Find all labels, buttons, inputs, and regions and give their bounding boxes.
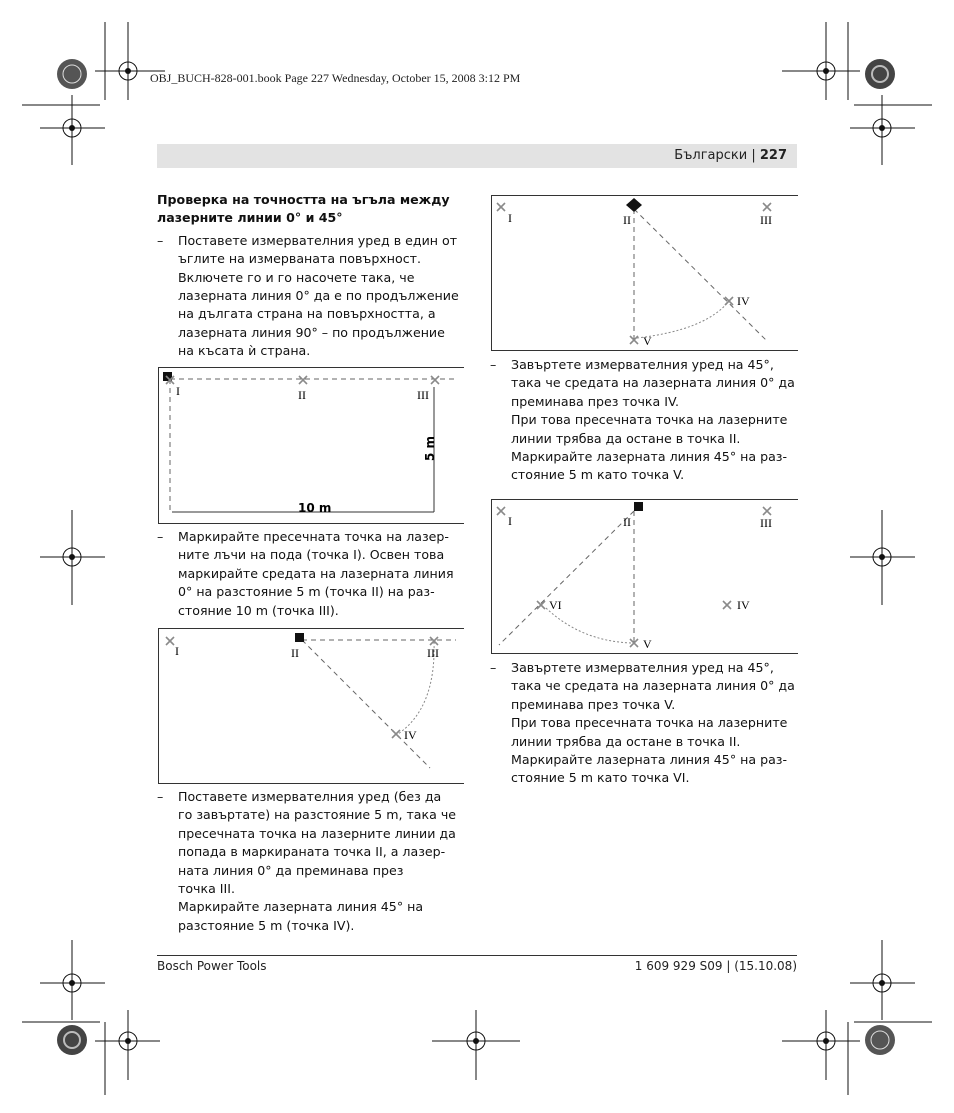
label-II: II	[623, 515, 631, 529]
bullet-dash: –	[157, 529, 164, 544]
left-column	[157, 191, 463, 361]
header-text: Български | 227	[674, 148, 787, 163]
label-IV: IV	[737, 598, 750, 612]
step-5-block	[490, 659, 798, 788]
device-icon	[634, 502, 643, 511]
step-2-line: маркирайте средата на лазерната линия	[178, 565, 454, 581]
device-icon	[626, 198, 642, 212]
step-1-line: на дългата страна на повърхността, а	[178, 306, 436, 322]
step-4-line: линии трябва да остане в точка II.	[511, 430, 741, 446]
step-1-line: на късата ѝ страна.	[178, 343, 311, 359]
label-II: II	[291, 646, 299, 660]
step-2-line: стояние 10 m (точка III).	[178, 602, 339, 618]
step-4-line: При това пресечната точка на лазерните	[511, 412, 788, 428]
step-4-block	[490, 356, 798, 485]
footer-left: Bosch Power Tools	[157, 959, 267, 973]
dimension-5m: 5 m	[423, 435, 437, 461]
label-III: III	[427, 646, 439, 660]
step-3-block	[157, 788, 463, 935]
footer-right: 1 609 929 S09 | (15.10.08)	[634, 959, 797, 973]
step-4-line: Маркирайте лазерната линия 45° на раз-	[511, 449, 788, 465]
step-4-line: така че средата на лазерната линия 0° да	[511, 375, 795, 391]
dimension-10m: 10 m	[298, 501, 332, 515]
step-2-block	[157, 528, 463, 620]
step-3-line: го завъртате) на разстояние 5 m, така че	[178, 807, 457, 823]
step-3-line: точка III.	[178, 881, 235, 897]
step-5-line: Завъртете измервателния уред на 45°,	[511, 660, 774, 675]
header-language: Български	[674, 148, 748, 163]
label-V: V	[643, 637, 652, 651]
step-4-line: преминава през точка IV.	[511, 393, 679, 409]
bullet-dash: –	[490, 660, 497, 675]
heading-line-1: Проверка на точността на ъгъла между	[157, 192, 450, 207]
label-VI: VI	[549, 598, 562, 612]
label-I: I	[508, 211, 512, 225]
label-I: I	[508, 514, 512, 528]
step-1-line: ъглите на измерваната повърхност.	[178, 251, 421, 267]
label-III: III	[417, 388, 429, 402]
figure-4-drawing	[491, 499, 797, 652]
step-1-line: Поставете измервателния уред в един от	[178, 232, 458, 248]
step-3-line: Поставете измервателния уред (без да	[178, 789, 442, 804]
step-3-line: попада в маркираната точка II, а лазер-	[178, 844, 446, 860]
step-5-line: При това пресечната точка на лазерните	[511, 715, 788, 731]
step-2-line: 0° на разстояние 5 m (точка II) на раз-	[178, 584, 435, 600]
label-II: II	[298, 388, 306, 402]
label-III: III	[760, 516, 772, 530]
label-III: III	[760, 213, 772, 227]
step-3-line: пресечната точка на лазерните линии да	[178, 825, 456, 841]
step-5-line: линии трябва да остане в точка II.	[511, 733, 741, 749]
step-4	[490, 356, 798, 485]
header-page-number: 227	[759, 148, 787, 163]
figure-3-drawing	[491, 195, 797, 349]
step-3-line: разстояние 5 m (точка IV).	[178, 917, 355, 933]
step-2-line: Маркирайте пресечната точка на лазер-	[178, 529, 449, 544]
label-V: V	[643, 334, 652, 348]
step-5-line: така че средата на лазерната линия 0° да	[511, 678, 795, 694]
bullet-dash: –	[157, 232, 164, 248]
step-1-line: лазерната линия 0° да е по продължение	[178, 288, 459, 304]
print-info-line: OBJ_BUCH-828-001.book Page 227 Wednesday, October 15, 2008 3:12 PM	[150, 71, 521, 85]
step-5	[490, 659, 798, 788]
step-5-line: стояние 5 m като точка VI.	[511, 770, 690, 786]
page-header	[157, 144, 797, 168]
step-5-line: преминава през точка V.	[511, 696, 676, 712]
step-3	[157, 788, 463, 935]
step-3-line: ната линия 0° да преминава през	[178, 862, 404, 878]
label-IV: IV	[404, 728, 417, 742]
step-4-line: Завъртете измервателния уред на 45°,	[511, 357, 774, 372]
label-I: I	[175, 644, 179, 658]
step-4-line: стояние 5 m като точка V.	[511, 467, 685, 483]
bullet-dash: –	[157, 789, 164, 804]
step-5-line: Маркирайте лазерната линия 45° на раз-	[511, 752, 788, 768]
step-2	[157, 528, 463, 620]
step-3-line: Маркирайте лазерната линия 45° на	[178, 899, 424, 915]
step-1-line: Включете го и го насочете така, че	[178, 269, 415, 285]
device-icon	[295, 633, 304, 642]
label-II: II	[623, 213, 631, 227]
figure-2-drawing	[158, 628, 463, 782]
label-IV: IV	[737, 294, 750, 308]
label-I: I	[176, 384, 180, 398]
step-2-line: ните лъчи на пода (точка I). Освен това	[178, 547, 445, 563]
footer-rule	[157, 955, 797, 956]
bullet-dash: –	[490, 357, 497, 372]
heading-line-2: лазерните линии 0° и 45°	[157, 210, 343, 226]
section-heading	[157, 191, 463, 228]
step-1	[157, 232, 463, 361]
figure-1-drawing	[158, 367, 463, 522]
step-1-line: лазерната линия 90° – по продължение	[178, 324, 445, 340]
